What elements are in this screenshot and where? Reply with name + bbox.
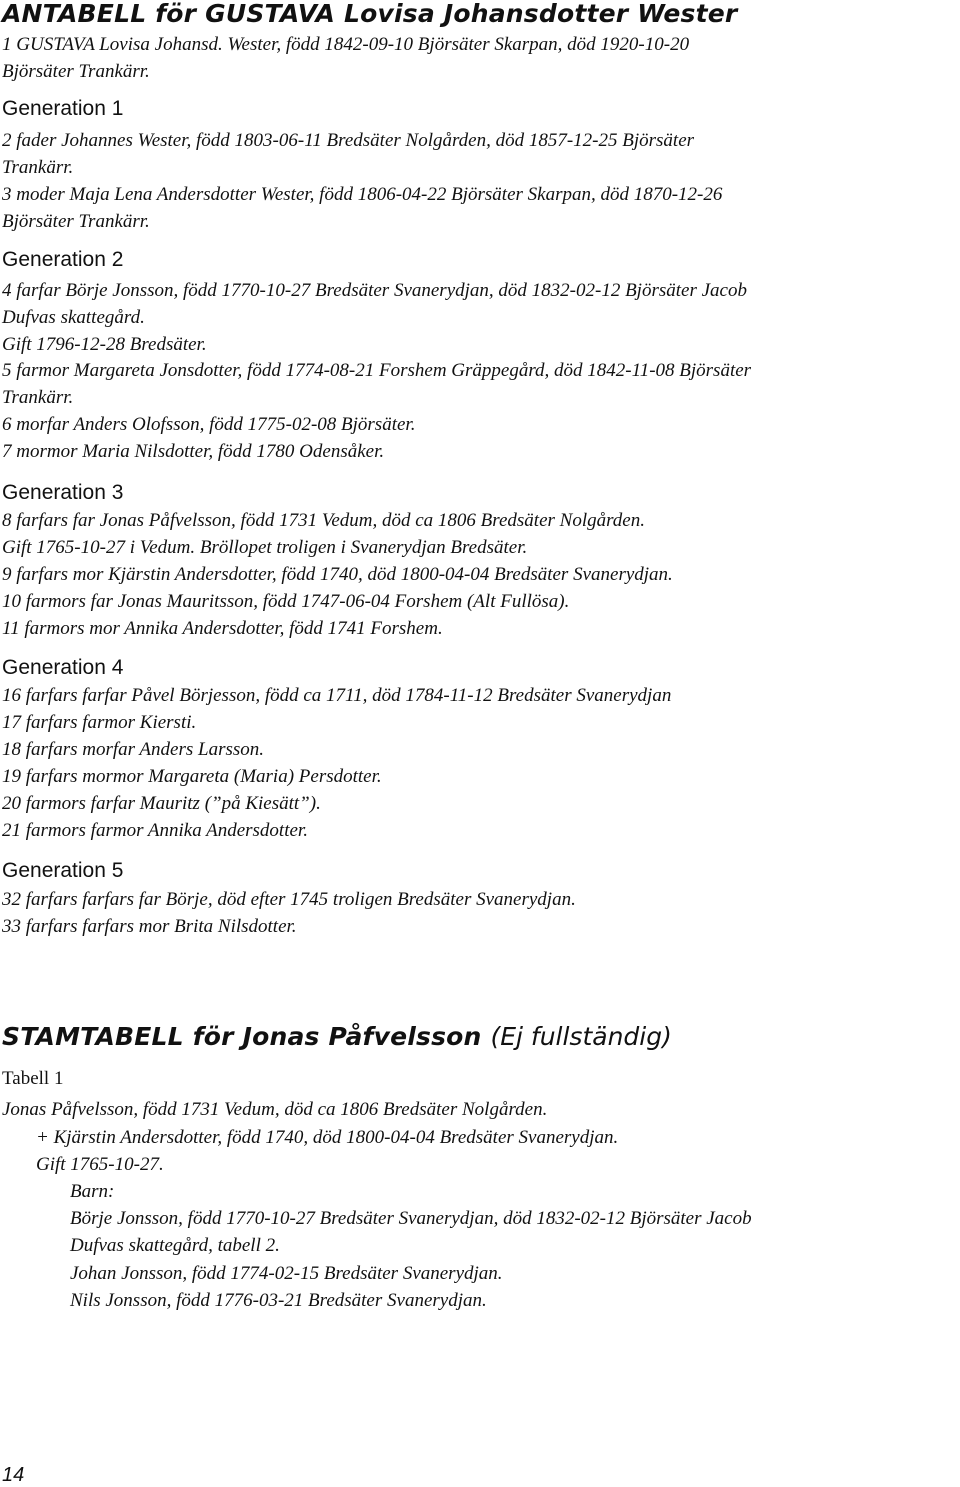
page-number: 14	[2, 1464, 25, 1486]
generation-heading: Generation 1	[2, 97, 124, 120]
antabell-title: ANTABELL för GUSTAVA Lovisa Johansdotter Wester	[2, 0, 738, 28]
tabell-label: Tabell 1	[2, 1068, 64, 1089]
person-line: Dufvas skattegård.	[2, 307, 145, 328]
person-line: 1 GUSTAVA Lovisa Johansd. Wester, född 1842-09-10 Björsäter Skarpan, död 1920-10-20	[2, 34, 690, 55]
stamtabell-line: Nils Jonsson, född 1776-03-21 Bredsäter Svanerydjan.	[70, 1290, 487, 1311]
person-line: 32 farfars farfars far Börje, död efter 1745 troligen Bredsäter Svanerydjan.	[2, 889, 576, 910]
stamtabell-line: Dufvas skattegård, tabell 2.	[70, 1235, 280, 1256]
stamtabell-line: Barn:	[70, 1181, 115, 1202]
person-line: 16 farfars farfar Påvel Börjesson, född ca 1711, död 1784-11-12 Bredsäter Svanerydjan	[2, 685, 672, 706]
stamtabell-line: Gift 1765-10-27.	[36, 1154, 164, 1175]
person-line: 6 morfar Anders Olofsson, född 1775-02-08 Björsäter.	[2, 414, 416, 435]
person-line: Trankärr.	[2, 157, 74, 178]
generation-heading: Generation 3	[2, 481, 124, 504]
person-line: Björsäter Trankärr.	[2, 61, 150, 82]
person-line: 3 moder Maja Lena Andersdotter Wester, född 1806-04-22 Björsäter Skarpan, död 1870-12-26	[2, 184, 723, 205]
person-line: Björsäter Trankärr.	[2, 211, 150, 232]
person-line: 17 farfars farmor Kiersti.	[2, 712, 197, 733]
stamtabell-line: + Kjärstin Andersdotter, född 1740, död 1800-04-04 Bredsäter Svanerydjan.	[36, 1127, 619, 1148]
person-line: 19 farfars mormor Margareta (Maria) Persdotter.	[2, 766, 382, 787]
generation-heading: Generation 4	[2, 656, 124, 679]
generation-heading: Generation 2	[2, 248, 124, 271]
person-line: 7 mormor Maria Nilsdotter, född 1780 Odensåker.	[2, 441, 385, 462]
person-line: 8 farfars far Jonas Påfvelsson, född 1731 Vedum, död ca 1806 Bredsäter Nolgården.	[2, 510, 645, 531]
person-line: 18 farfars morfar Anders Larsson.	[2, 739, 265, 760]
person-line: Gift 1796-12-28 Bredsäter.	[2, 334, 207, 355]
person-line: 4 farfar Börje Jonsson, född 1770-10-27 Bredsäter Svanerydjan, död 1832-02-12 Björsäter Jacob	[2, 280, 747, 301]
person-line: 10 farmors far Jonas Mauritsson, född 1747-06-04 Forshem (Alt Fullösa).	[2, 591, 570, 612]
generation-heading: Generation 5	[2, 859, 124, 882]
person-line: Gift 1765-10-27 i Vedum. Bröllopet troligen i Svanerydjan Bredsäter.	[2, 537, 528, 558]
stamtabell-title-text: STAMTABELL för Jonas Påfvelsson	[2, 1022, 482, 1051]
person-line: 20 farmors farfar Mauritz (”på Kiesätt”).	[2, 793, 321, 814]
person-line: 11 farmors mor Annika Andersdotter, född 1741 Forshem.	[2, 618, 443, 639]
person-line: 33 farfars farfars mor Brita Nilsdotter.	[2, 916, 297, 937]
person-line: 5 farmor Margareta Jonsdotter, född 1774-08-21 Forshem Gräppegård, död 1842-11-08 Björsäter	[2, 360, 752, 381]
stamtabell-note: (Ej fullständig)	[490, 1022, 672, 1051]
person-line: 21 farmors farmor Annika Andersdotter.	[2, 820, 308, 841]
stamtabell-line: Jonas Påfvelsson, född 1731 Vedum, död ca 1806 Bredsäter Nolgården.	[2, 1099, 548, 1120]
stamtabell-line: Johan Jonsson, född 1774-02-15 Bredsäter Svanerydjan.	[70, 1263, 503, 1284]
person-line: 9 farfars mor Kjärstin Andersdotter, född 1740, död 1800-04-04 Bredsäter Svanerydjan.	[2, 564, 673, 585]
stamtabell-line: Börje Jonsson, född 1770-10-27 Bredsäter Svanerydjan, död 1832-02-12 Björsäter Jacob	[70, 1208, 752, 1229]
stamtabell-title	[2, 1023, 672, 1051]
person-line: Trankärr.	[2, 387, 74, 408]
person-line: 2 fader Johannes Wester, född 1803-06-11 Bredsäter Nolgården, död 1857-12-25 Björsäter	[2, 130, 695, 151]
